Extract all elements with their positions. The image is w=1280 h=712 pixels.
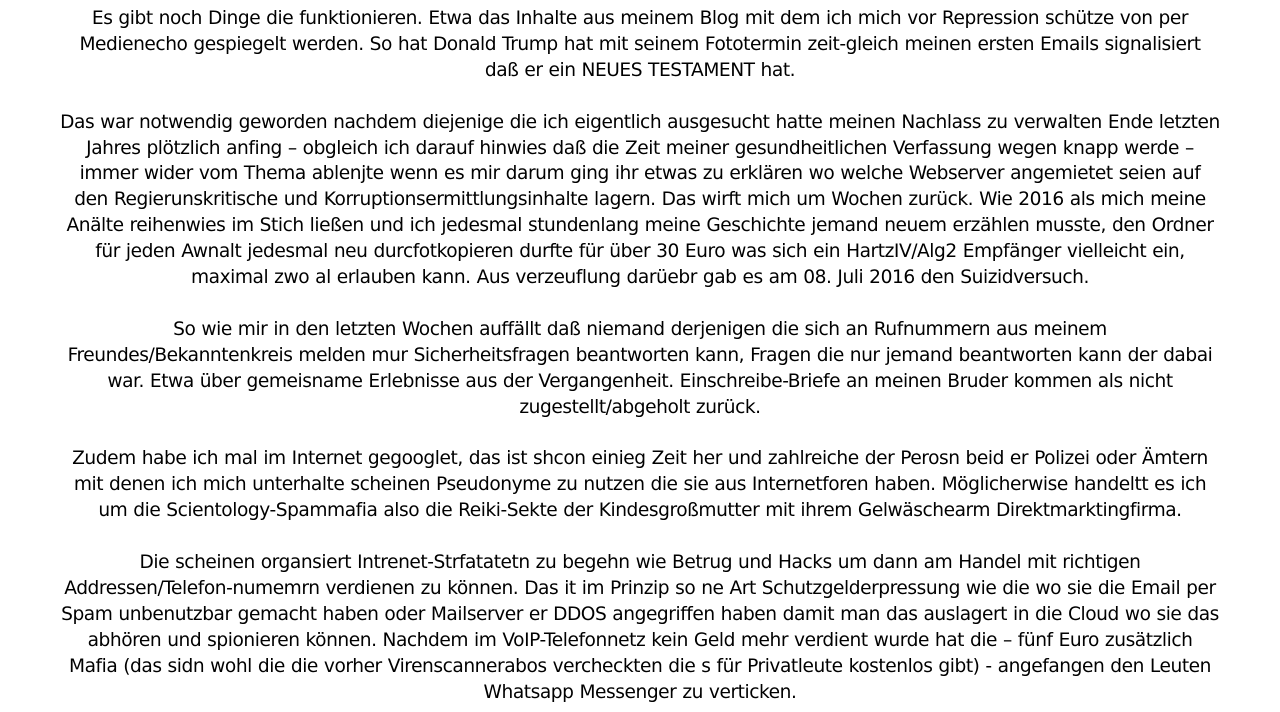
text-line: mit denen ich mich unterhalte scheinen Pseudonyme zu nutzen die sie aus Internetforen haben. Möglicherwise handeltt es ich <box>73 474 1207 496</box>
text-line: Freundes/Bekanntenkreis melden mur Sicherheitsfragen beantworten kann, Fragen die nur jemand beantworten kann der dabai <box>67 344 1213 366</box>
text-line: Es gibt noch Dinge die funktionieren. Etwa das Inhalte aus meinem Blog mit dem ich mich vor Repression schütze von per <box>91 8 1189 29</box>
text-line: den Regierunskritische und Korruptionsermittlungsinhalte lagern. Das wirft mich um Wochen zurück. Wie 2016 als mich meine <box>74 189 1206 211</box>
text-line: Zudem habe ich mal im Internet gegooglet, das ist shcon einieg Zeit her und zahlreiche der Perosn beid er Polizei oder Ämtern <box>72 448 1208 470</box>
text-line: abhören und spionieren können. Nachdem im VoIP-Telefonnetz kein Geld mehr verdient wurde hat die – fünf Euro zusätzlich <box>87 629 1193 651</box>
paragraph-3 <box>10 317 1270 421</box>
text-line: maximal zwo al erlauben kann. Aus verzeuflung darüebr gab es am 08. Juli 2016 den Suizidversuch. <box>191 267 1089 289</box>
text-line: war. Etwa über gemeisname Erlebnisse aus der Vergangenheit. Einschreibe-Briefe an meinen Bruder kommen als nicht <box>107 370 1173 392</box>
text-line: Das war notwendig geworden nachdem diejenige die ich eigentlich ausgesucht hatte meinen Nachlass zu verwalten Ende letzten <box>60 111 1220 133</box>
text-line: Spam unbenutzbar gemacht haben oder Mailserver er DDOS angegriffen haben damit man das auslagert in die Cloud wo sie das <box>61 603 1219 625</box>
text-line: Die scheinen organsiert Intrenet-Strfatatetn zu begehn wie Betrug und Hacks um dann am Handel mit richtigen <box>139 551 1141 573</box>
text-line: Whatsapp Messenger zu verticken. <box>483 681 797 703</box>
paragraph-5 <box>10 550 1270 705</box>
text-line: Jahres plötzlich anfing – obgleich ich darauf hinwies daß die Zeit meiner gesundheitlichen Verfassung wegen knapp werde – <box>86 137 1194 159</box>
text-line: zugestellt/abgeholt zurück. <box>519 396 761 418</box>
text-line: Medienecho gespiegelt werden. So hat Donald Trump hat mit seinem Fototermin zeit-gleich meinen ersten Emails signalisiert <box>79 33 1201 55</box>
text-line: Addressen/Telefon-numemrn verdienen zu können. Das it im Prinzip so ne Art Schutzgelderpressung wie die wo sie die Email per <box>64 577 1216 599</box>
text-line: um die Scientology-Spammafia also die Reiki-Sekte der Kindesgroßmutter mit ihrem Gelwäschearm Direktmarktingfirma. <box>98 500 1182 522</box>
text-line: So wie mir in den letzten Wochen auffällt daß niemand derjenigen die sich an Rufnummern aus meinem <box>173 318 1107 340</box>
text-line: daß er ein NEUES TESTAMENT hat. <box>484 59 796 81</box>
paragraph-2 <box>10 110 1270 291</box>
text-line: Anälte reihenwies im Stich ließen und ich jedesmal stundenlang meine Geschichte jemand neuem erzählen musste, den Ordner <box>66 215 1214 237</box>
text-line: Mafia (das sidn wohl die die vorher Virenscannerabos vercheckten die s für Privatleute kostenlos gibt) - angefangen den Leuten <box>69 655 1211 677</box>
text-line: immer wider vom Thema ablenjte wenn es mir darum ging ihr etwas zu erklären wo welche Webserver angemietet seien auf <box>79 163 1201 185</box>
text-line: für jeden Awnalt jedesmal neu durcfotkopieren durfte für über 30 Euro was sich ein HartzIV/Alg2 Empfänger vielleicht ein, <box>95 241 1185 263</box>
paragraph-4 <box>10 446 1270 524</box>
paragraph-1 <box>10 6 1270 84</box>
